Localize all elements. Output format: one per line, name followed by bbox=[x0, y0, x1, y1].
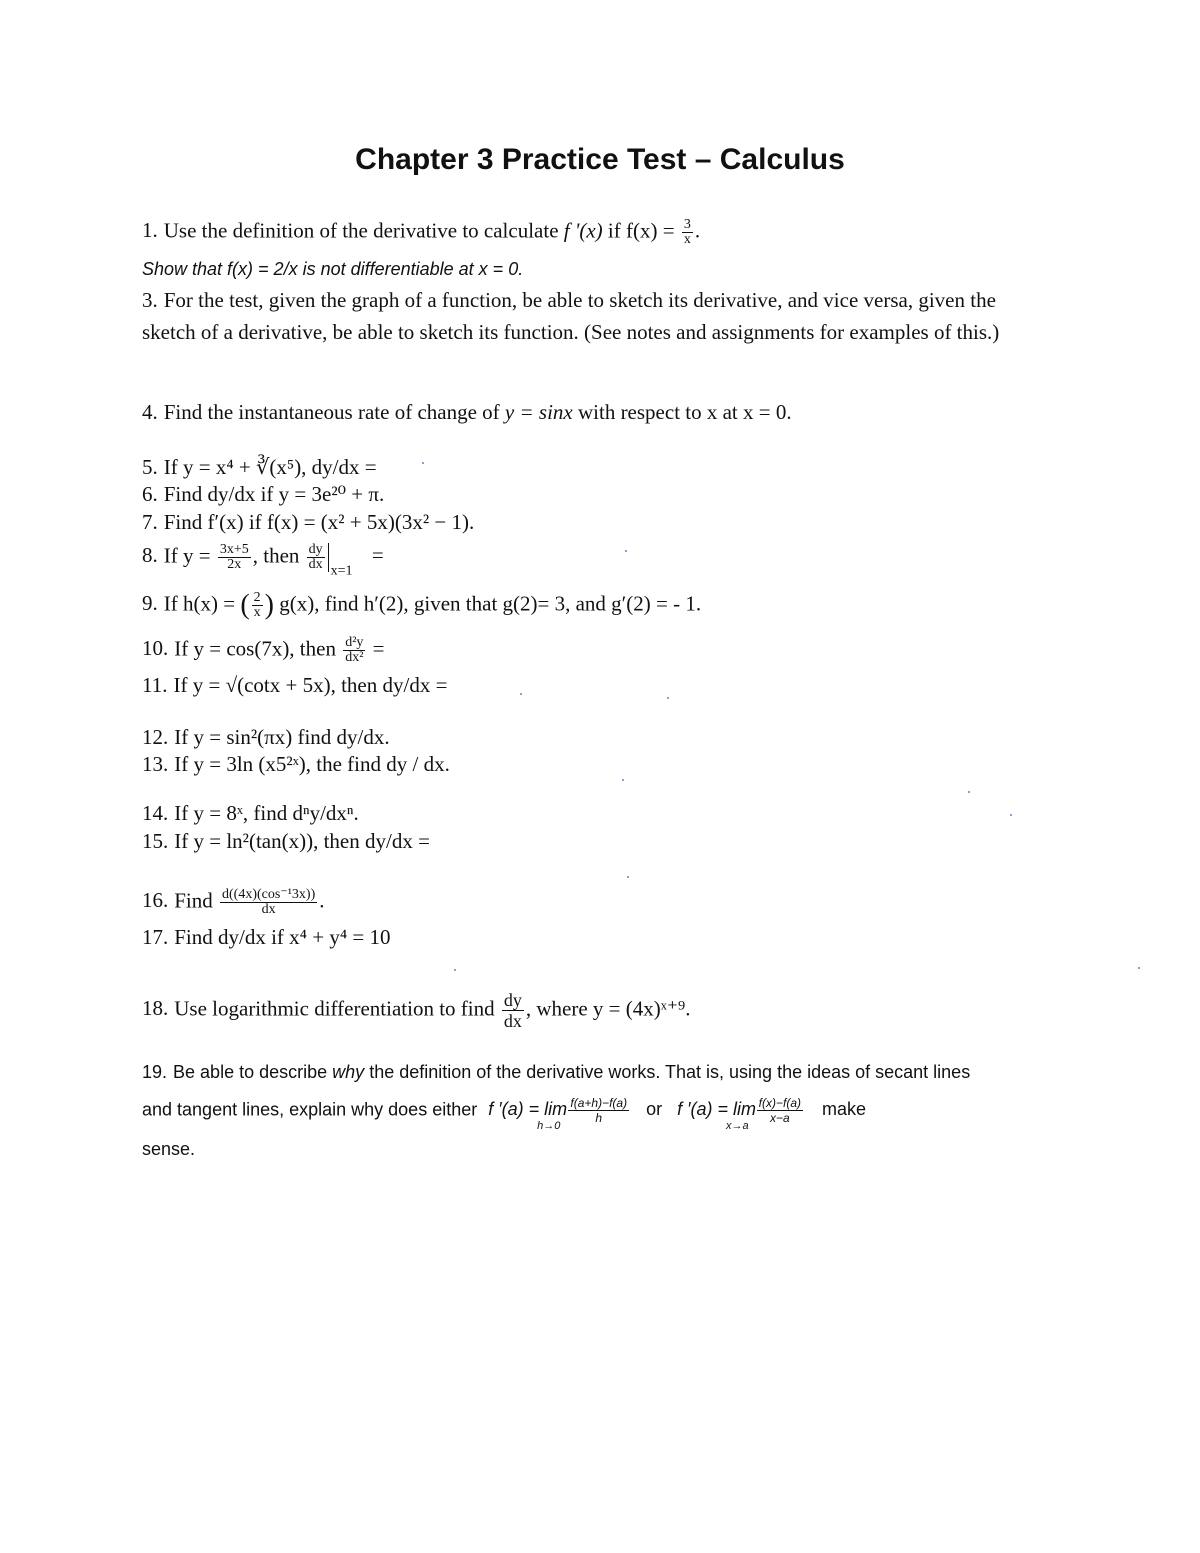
question-text-mid: , then bbox=[252, 543, 300, 568]
scan-speck bbox=[422, 462, 424, 464]
question-number: 15. bbox=[142, 829, 169, 853]
question-5 bbox=[142, 455, 377, 479]
question-17 bbox=[142, 925, 391, 949]
question-16 bbox=[142, 888, 325, 917]
or-text: or bbox=[646, 1099, 663, 1120]
fraction-numerator: 3x+5 bbox=[219, 542, 249, 557]
scan-speck bbox=[622, 779, 624, 781]
question-number: 13. bbox=[142, 752, 169, 776]
question-12 bbox=[142, 725, 390, 749]
evaluation-point: x=1 bbox=[330, 563, 353, 579]
fraction bbox=[757, 1096, 803, 1125]
question-number: 6. bbox=[142, 482, 158, 506]
fraction-denominator: x−a bbox=[769, 1111, 790, 1125]
question-text: For the test, given the graph of a function, be able to sketch its derivative, and vice versa, given the sketch of a derivative, be able to sketch its function. (See notes and assignments for examples of this.) bbox=[142, 288, 1000, 344]
question-end: . bbox=[319, 888, 325, 913]
fraction-numerator: f(x)−f(a) bbox=[758, 1096, 801, 1110]
fraction-denominator: dx² bbox=[345, 650, 364, 665]
fraction bbox=[252, 591, 263, 620]
question-end: = bbox=[372, 636, 385, 661]
question-number: 8. bbox=[142, 543, 158, 568]
question-4 bbox=[142, 400, 792, 424]
derivative-fraction bbox=[307, 543, 329, 572]
question-8 bbox=[142, 543, 384, 583]
fraction-denominator: x bbox=[253, 605, 261, 620]
question-text-post: , where y = (4x)ˣ⁺⁹. bbox=[525, 996, 691, 1021]
fraction-numerator: d((4x)(cos⁻¹3x)) bbox=[222, 887, 316, 902]
question-text-post: g(x), find h′(2), given that g(2)= 3, and g′(2) = - 1. bbox=[279, 591, 702, 616]
question-text: If y = ln²(tan(x)), then dy/dx = bbox=[174, 829, 430, 853]
question-10 bbox=[142, 636, 385, 665]
question-text: If y = cos(7x), then bbox=[174, 636, 336, 661]
question-number: 12. bbox=[142, 725, 169, 749]
fraction bbox=[502, 990, 524, 1031]
fraction bbox=[682, 218, 693, 247]
question-end: . bbox=[694, 218, 701, 243]
question-19-line-3 bbox=[142, 1137, 195, 1161]
close-paren: ) bbox=[264, 589, 274, 621]
fraction-numerator: dy bbox=[503, 990, 522, 1010]
page-title: Chapter 3 Practice Test – Calculus bbox=[355, 143, 845, 176]
question-18 bbox=[142, 990, 690, 1031]
scan-speck bbox=[667, 697, 669, 699]
question-2 bbox=[142, 256, 523, 281]
question-19-line-2 bbox=[142, 1096, 866, 1138]
fraction bbox=[218, 543, 251, 572]
limit-subscript: x→a bbox=[726, 1120, 749, 1133]
question-text: If y = 8ˣ, find dⁿy/dxⁿ. bbox=[174, 801, 359, 825]
question-text: Find dy/dx if x⁴ + y⁴ = 10 bbox=[174, 925, 391, 949]
question-number: 3. bbox=[142, 288, 158, 312]
question-number: 16. bbox=[142, 888, 169, 913]
question-number: 5. bbox=[142, 455, 158, 479]
question-13 bbox=[142, 752, 450, 776]
fraction bbox=[220, 888, 317, 917]
math-expression: y = sinx bbox=[504, 400, 573, 424]
question-text: Use the definition of the derivative to calculate bbox=[163, 218, 559, 243]
emphasis-why: why bbox=[332, 1062, 365, 1082]
question-text: If y = 3ln (x5²ˣ), the find dy / dx. bbox=[174, 752, 450, 776]
question-number: 19. bbox=[142, 1062, 168, 1082]
fraction bbox=[343, 636, 365, 665]
fraction-denominator: dx bbox=[261, 902, 276, 917]
fraction-denominator: dx bbox=[503, 1011, 522, 1031]
question-text: If h(x) = bbox=[163, 591, 236, 616]
question-text: If y = bbox=[163, 543, 211, 568]
question-text: make bbox=[822, 1099, 867, 1120]
question-text-mid: if f(x) = bbox=[607, 218, 675, 243]
limit-prefix: f ′(a) = lim bbox=[677, 1099, 757, 1120]
question-text: the definition of the derivative works. That is, using the ideas of secant lines bbox=[369, 1062, 971, 1082]
question-number: 10. bbox=[142, 636, 169, 661]
limit-expression-2 bbox=[677, 1096, 805, 1133]
question-text: and tangent lines, explain why does either bbox=[142, 1099, 478, 1120]
scan-speck bbox=[454, 969, 456, 971]
question-14 bbox=[142, 801, 359, 825]
limit-subscript: h→0 bbox=[537, 1120, 561, 1133]
scan-speck bbox=[968, 791, 970, 793]
scan-speck bbox=[627, 876, 629, 878]
fraction-denominator: h bbox=[595, 1111, 603, 1125]
scan-speck bbox=[1010, 814, 1012, 816]
question-number: 11. bbox=[142, 673, 168, 697]
fraction-denominator: x bbox=[683, 232, 691, 247]
question-7 bbox=[142, 510, 474, 534]
question-text: Use logarithmic differentiation to find bbox=[174, 996, 495, 1021]
question-number: 4. bbox=[142, 400, 158, 424]
question-text: sense. bbox=[142, 1139, 196, 1159]
question-number: 9. bbox=[142, 591, 158, 616]
question-number: 17. bbox=[142, 925, 169, 949]
question-1 bbox=[142, 218, 700, 247]
question-text: If y = √(cotx + 5x), then dy/dx = bbox=[173, 673, 448, 697]
question-number: 1. bbox=[142, 218, 158, 243]
question-text: Show that f(x) = 2/x is not differentiable at x = 0. bbox=[142, 259, 524, 279]
open-paren: ( bbox=[240, 589, 250, 621]
question-text: If y = x⁴ + ∛(x⁵), dy/dx = bbox=[163, 455, 377, 479]
scan-speck bbox=[520, 693, 522, 695]
question-text: Find dy/dx if y = 3e²⁰ + π. bbox=[163, 482, 385, 506]
fraction-numerator: dy bbox=[308, 542, 323, 557]
question-15 bbox=[142, 829, 430, 853]
question-text: Be able to describe bbox=[173, 1062, 328, 1082]
question-end: with respect to x at x = 0. bbox=[577, 400, 792, 424]
fraction-denominator: 2x bbox=[227, 557, 242, 572]
question-6 bbox=[142, 482, 384, 506]
question-text: If y = sin²(πx) find dy/dx. bbox=[174, 725, 390, 749]
question-number: 14. bbox=[142, 801, 169, 825]
question-3 bbox=[142, 284, 1042, 348]
fraction-numerator: 3 bbox=[683, 217, 691, 232]
math-expression: f '(x) bbox=[563, 218, 603, 243]
question-text: Find the instantaneous rate of change of bbox=[163, 400, 500, 424]
fraction-numerator: f(a+h)−f(a) bbox=[570, 1096, 628, 1110]
fraction bbox=[568, 1096, 629, 1125]
scan-speck bbox=[625, 550, 627, 552]
limit-prefix: f ′(a) = lim bbox=[488, 1099, 568, 1120]
question-number: 7. bbox=[142, 510, 158, 534]
question-text: Find f′(x) if f(x) = (x² + 5x)(3x² − 1). bbox=[163, 510, 475, 534]
fraction-denominator: dx bbox=[308, 557, 323, 572]
question-9 bbox=[142, 591, 701, 620]
fraction-numerator: 2 bbox=[253, 590, 261, 605]
question-number: 18. bbox=[142, 996, 169, 1021]
question-text: Find bbox=[174, 888, 213, 913]
question-19-line-1 bbox=[142, 1060, 970, 1084]
fraction-numerator: d²y bbox=[345, 635, 364, 650]
scan-speck bbox=[1138, 967, 1140, 969]
question-11 bbox=[142, 673, 447, 697]
question-end: = bbox=[371, 543, 384, 568]
